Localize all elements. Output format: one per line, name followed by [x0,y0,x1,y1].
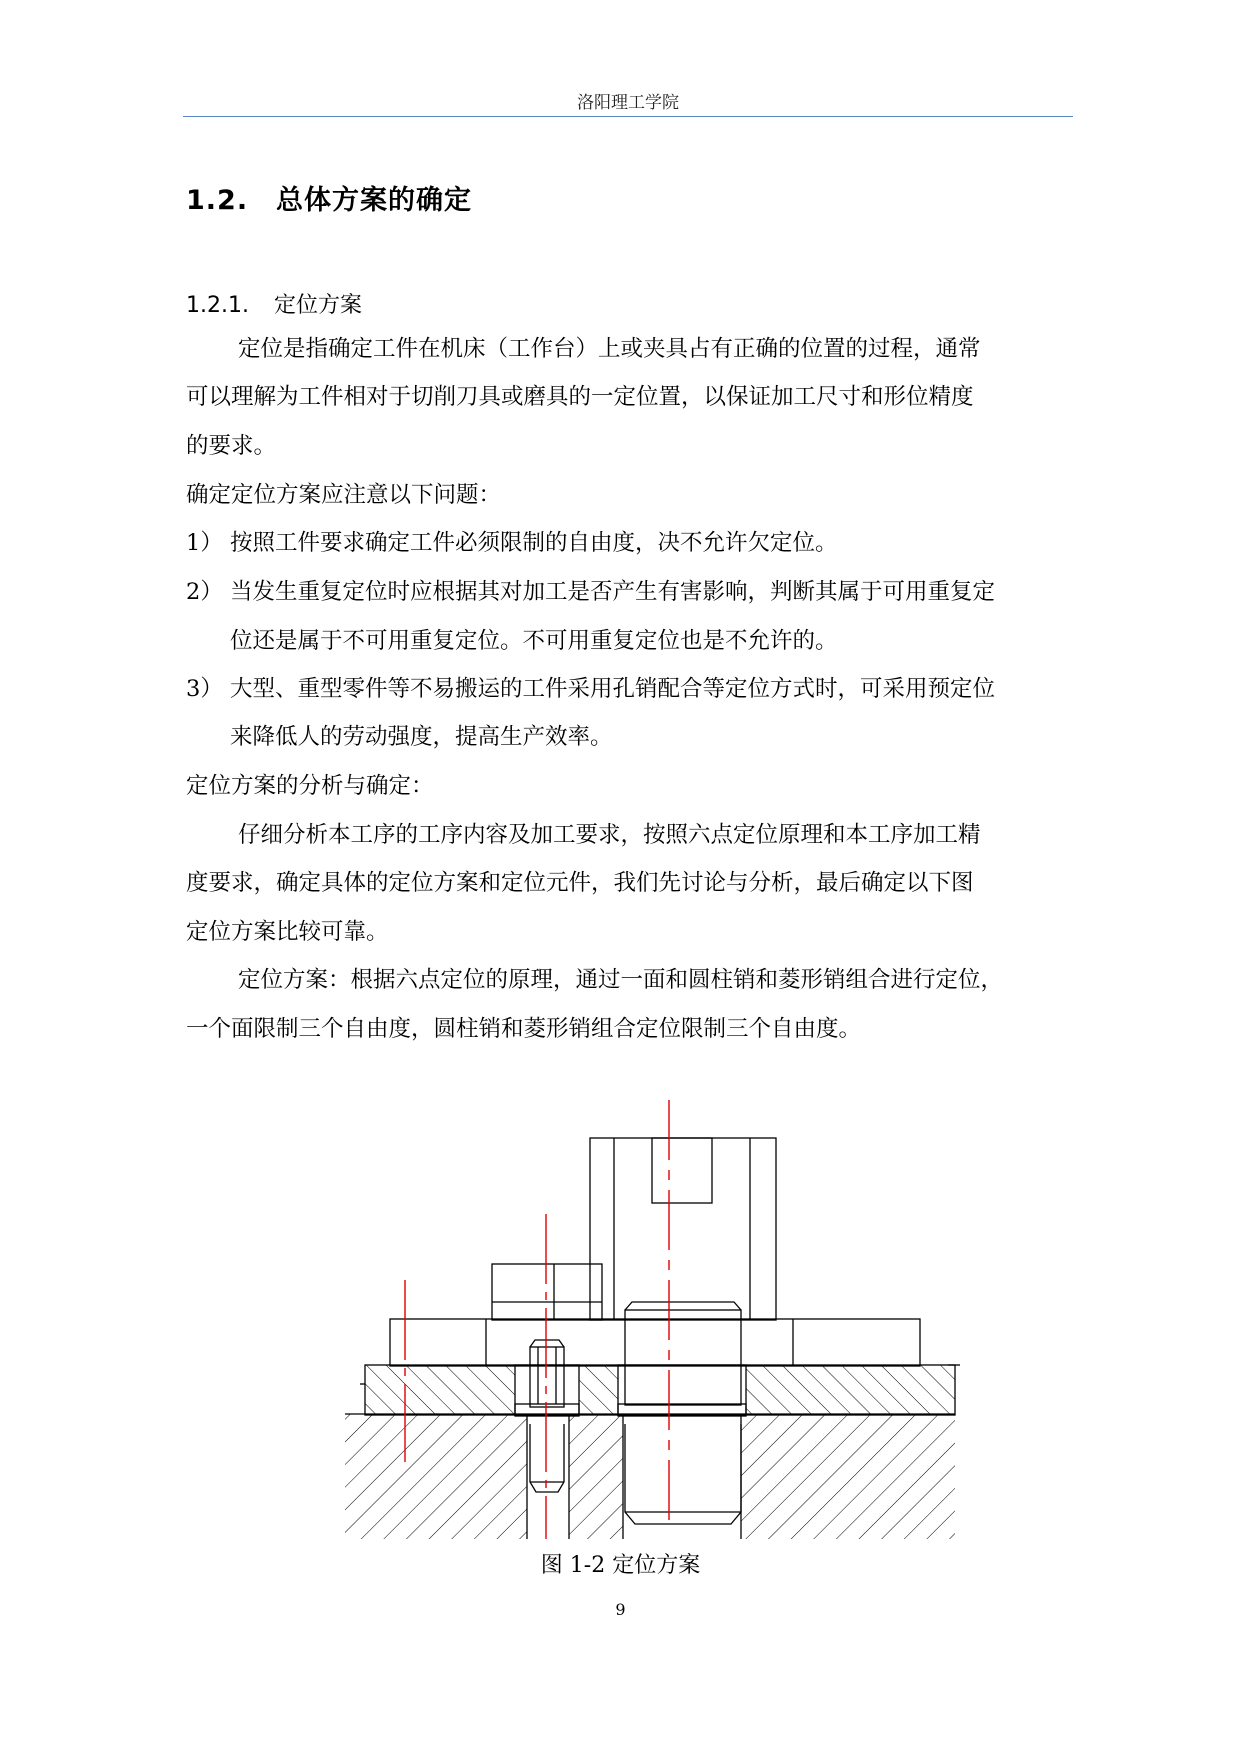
subsection-number: 1.2.1. [186,293,249,318]
paragraph-line: 仔细分析本工序的工序内容及加工要求，按照六点定位原理和本工序加工精 [238,822,981,848]
subsection-title: 定位方案 [274,293,363,318]
paragraph-line: 定位方案：根据六点定位的原理，通过一面和圆柱销和菱形销组合进行定位， [238,967,1004,993]
paragraph-line: 的要求。 [186,433,277,459]
header-rule [183,116,1073,117]
paragraph-line: 可以理解为工件相对于切削刀具或磨具的一定位置，以保证加工尺寸和形位精度 [186,384,974,410]
figure-caption: 图 1-2 定位方案 [540,1553,701,1578]
paragraph-line: 确定定位方案应注意以下问题： [186,482,502,508]
positioning-scheme-drawing [340,1062,960,1542]
list-item: 2） 当发生重复定位时应根据其对加工是否产生有害影响，判断其属于可用重复定 [186,579,995,605]
section-number: 1.2. [186,185,249,216]
running-header: 洛阳理工学院 [577,93,679,113]
paragraph-line: 定位方案的分析与确定： [186,773,434,799]
list-item: 3） 大型、重型零件等不易搬运的工件采用孔销配合等定位方式时，可采用预定位 [186,676,995,702]
page-number: 9 [615,1600,626,1619]
paragraph-line: 度要求，确定具体的定位方案和定位元件，我们先讨论与分析，最后确定以下图 [186,870,974,896]
section-heading [186,178,472,217]
paragraph-line: 定位方案比较可靠。 [186,919,389,945]
list-item-continuation: 位还是属于不可用重复定位。不可用重复定位也是不允许的。 [230,628,838,654]
section-title: 总体方案的确定 [276,185,472,216]
paragraph-line: 一个面限制三个自由度，圆柱销和菱形销组合定位限制三个自由度。 [186,1016,862,1042]
subsection-heading [186,288,362,319]
paragraph-line: 定位是指确定工件在机床（工作台）上或夹具占有正确的位置的过程，通常 [238,336,981,362]
list-item: 1） 按照工件要求确定工件必须限制的自由度，决不允许欠定位。 [186,530,838,556]
list-item-continuation: 来降低人的劳动强度，提高生产效率。 [230,724,613,750]
